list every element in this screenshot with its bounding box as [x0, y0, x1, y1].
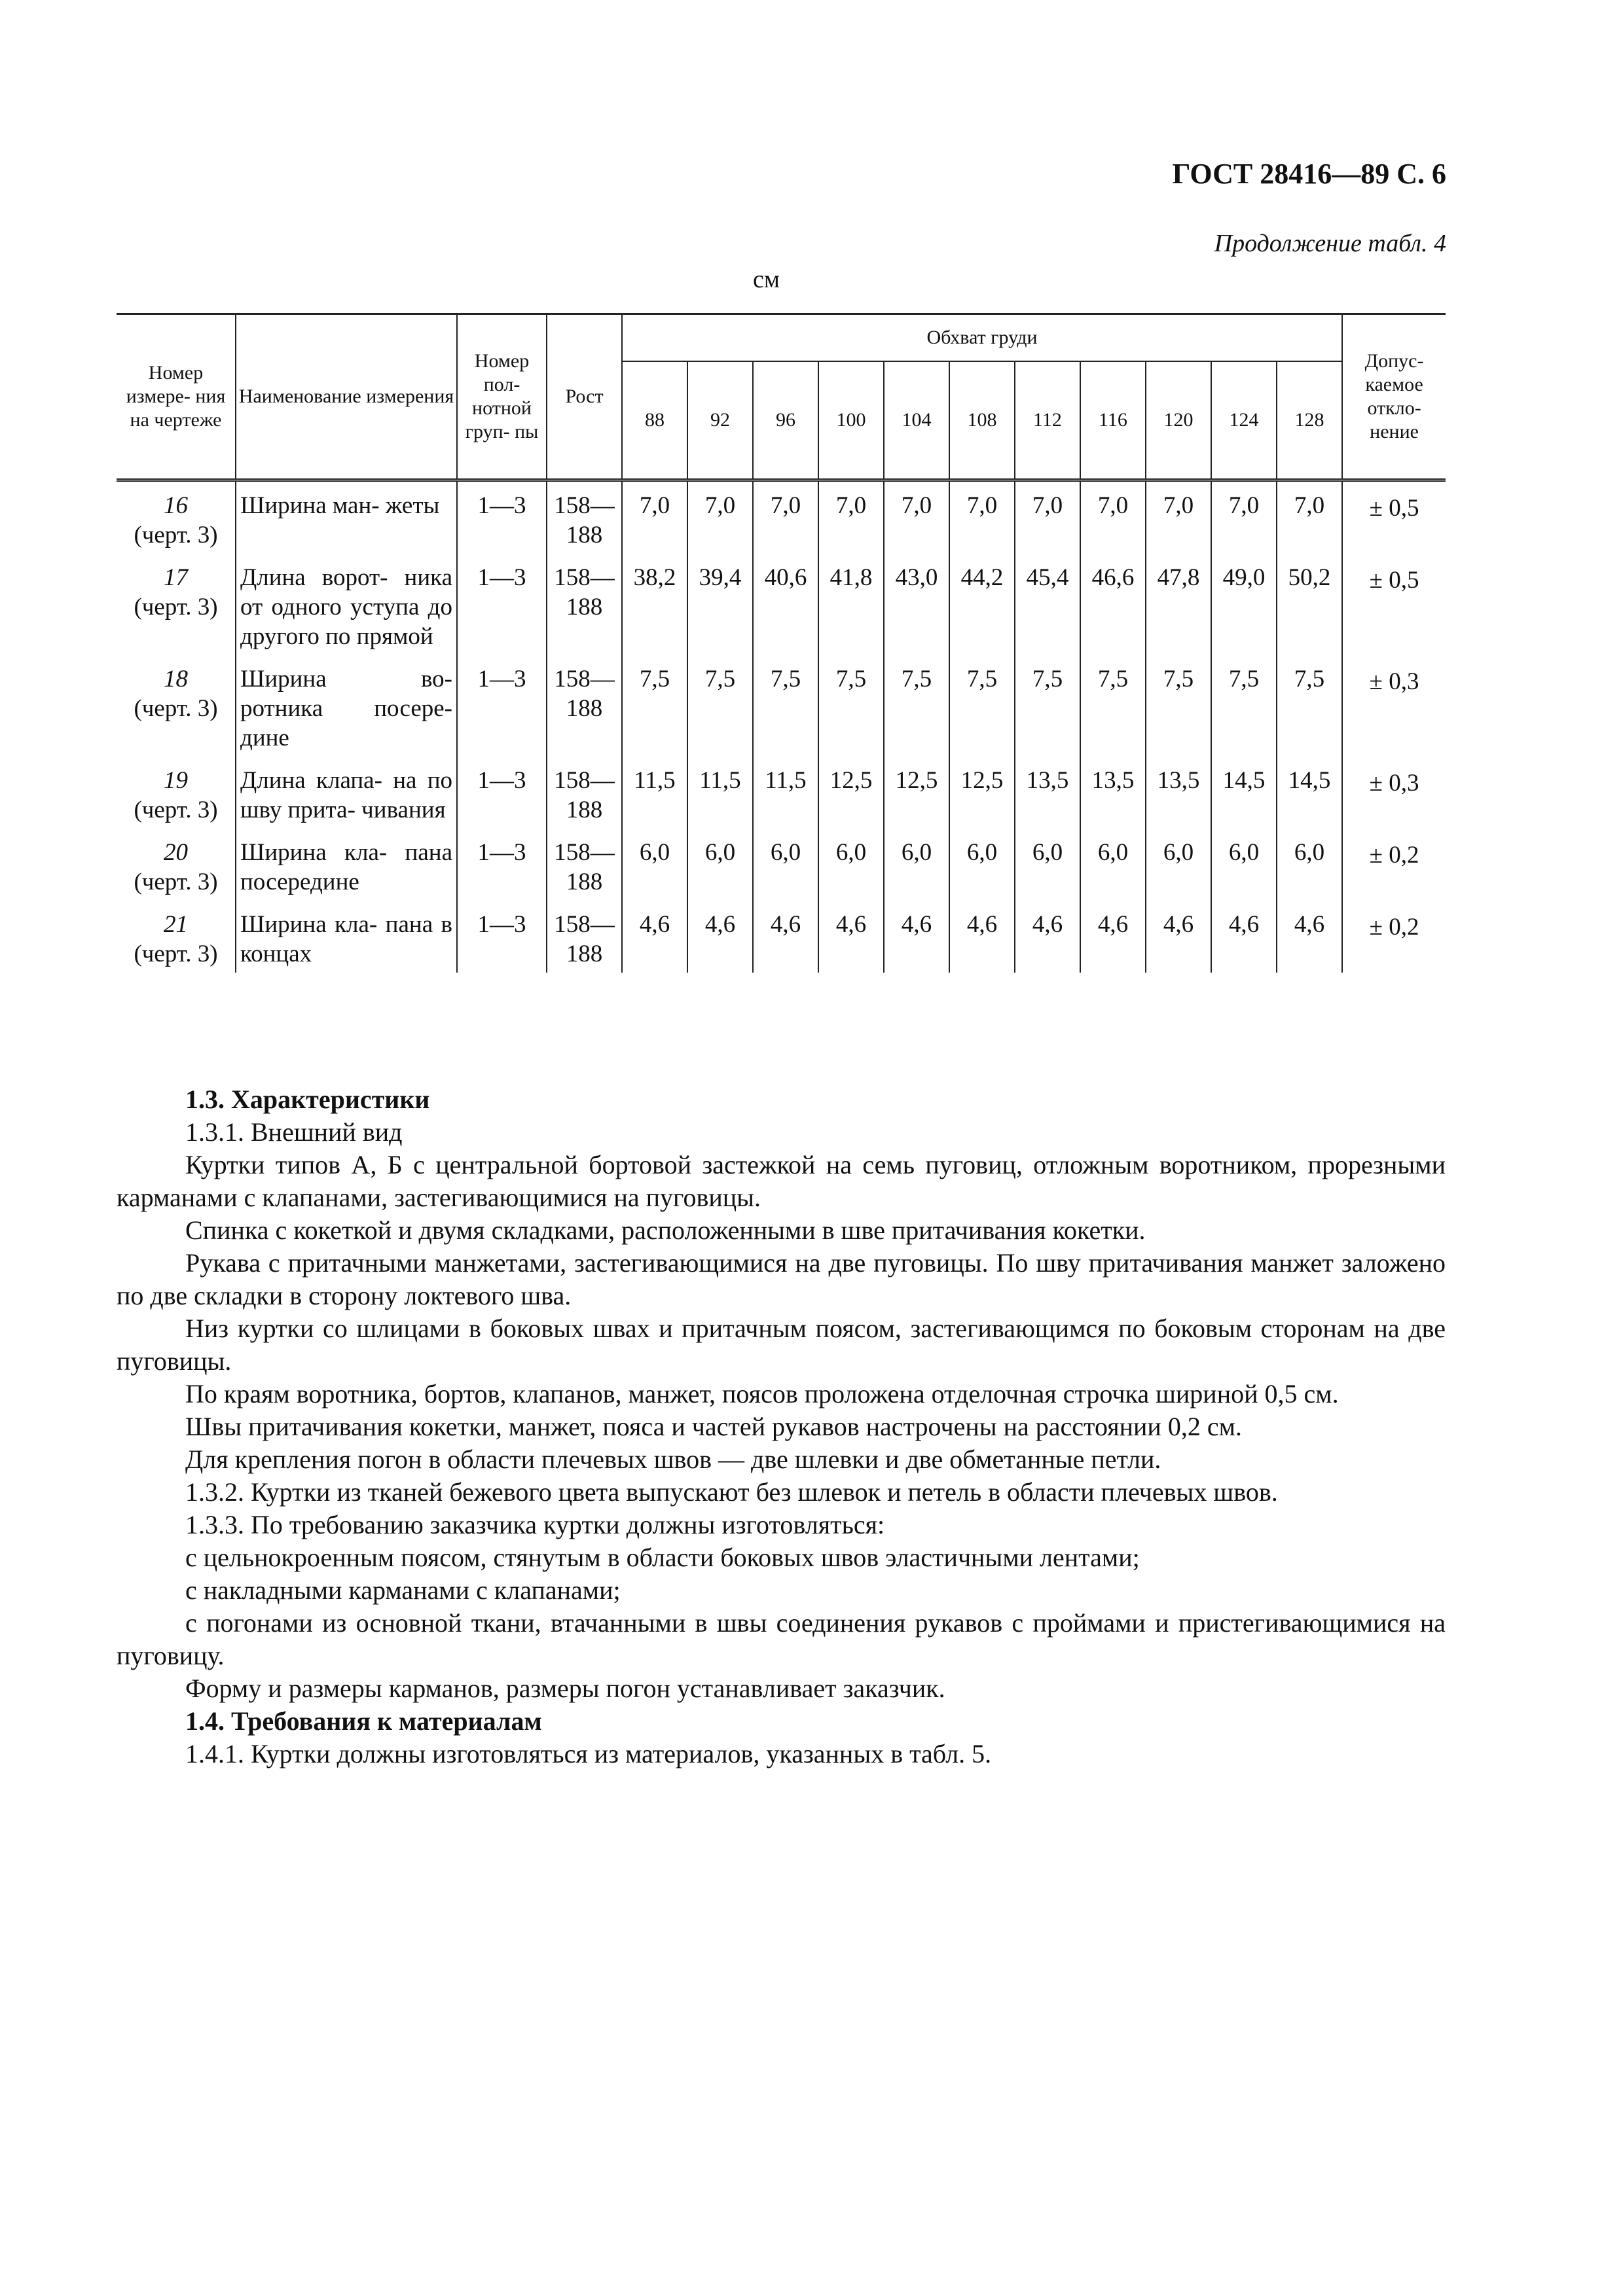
measure-number: 21 [164, 911, 188, 938]
size-value: 7,5 [1015, 655, 1080, 757]
size-value: 13,5 [1146, 757, 1211, 829]
tolerance-value: ± 0,3 [1342, 655, 1446, 757]
table-row [117, 829, 1446, 901]
header-tolerance: Допус- каемое откло- нение [1342, 314, 1446, 480]
measure-number-cell [117, 829, 236, 901]
measure-number-cell [117, 757, 236, 829]
size-value: 6,0 [949, 829, 1015, 901]
size-value: 13,5 [1015, 757, 1080, 829]
size-value: 4,6 [687, 901, 753, 973]
size-value: 11,5 [687, 757, 753, 829]
size-value: 7,0 [622, 480, 687, 554]
size-value: 7,0 [687, 480, 753, 554]
group-range: 1—3 [457, 480, 547, 554]
table-row [117, 554, 1446, 655]
header-size: 100 [818, 361, 884, 480]
tolerance-value: ± 0,3 [1342, 757, 1446, 829]
measure-number-cell [117, 655, 236, 757]
header-size: 92 [687, 361, 753, 480]
measure-name: Длина ворот- ника от одного уступа до другого по прямой [236, 554, 457, 655]
paragraph: Форму и размеры карманов, размеры погон устанавливает заказчик. [185, 1674, 945, 1703]
size-value: 7,0 [884, 480, 949, 554]
header-size: 120 [1146, 361, 1211, 480]
header-group-number: Номер пол- нотной груп- пы [457, 314, 547, 480]
size-value: 4,6 [753, 901, 818, 973]
size-value: 6,0 [1080, 829, 1146, 901]
measure-number-cell [117, 901, 236, 973]
size-value: 7,5 [1146, 655, 1211, 757]
table-continuation-label: Продолжение табл. 4 [1214, 230, 1446, 257]
paragraph: с цельнокроенным поясом, стянутым в области боковых швов эластичными лентами; [185, 1543, 1140, 1572]
drawing-reference: (черт. 3) [134, 797, 218, 823]
tolerance-value: ± 0,5 [1342, 480, 1446, 554]
paragraph: 1.3.2. Куртки из тканей бежевого цвета выпускают без шлевок и петель в области плечевых швов. [185, 1477, 1278, 1507]
size-value: 7,5 [949, 655, 1015, 757]
size-value: 40,6 [753, 554, 818, 655]
table-row [117, 480, 1446, 554]
size-value: 7,5 [1080, 655, 1146, 757]
document-id: ГОСТ 28416—89 С. 6 [1172, 158, 1446, 190]
body-text [117, 1083, 1446, 1770]
measure-name: Длина клапа- на по шву прита- чивания [236, 757, 457, 829]
size-value: 7,5 [753, 655, 818, 757]
table-units: см [753, 266, 780, 293]
measure-number: 17 [164, 564, 188, 591]
measure-number-cell [117, 480, 236, 554]
header-size: 116 [1080, 361, 1146, 480]
size-value: 4,6 [949, 901, 1015, 973]
size-value: 6,0 [884, 829, 949, 901]
size-value: 12,5 [949, 757, 1015, 829]
size-value: 7,0 [1211, 480, 1277, 554]
size-value: 7,5 [818, 655, 884, 757]
measure-number: 16 [164, 492, 188, 519]
size-value: 4,6 [884, 901, 949, 973]
size-value: 41,8 [818, 554, 884, 655]
measure-number: 20 [164, 839, 188, 866]
size-value: 6,0 [1277, 829, 1342, 901]
height-range: 158— 188 [547, 554, 622, 655]
size-value: 4,6 [1277, 901, 1342, 973]
size-value: 6,0 [1015, 829, 1080, 901]
size-value: 7,0 [818, 480, 884, 554]
header-size: 112 [1015, 361, 1080, 480]
size-value: 39,4 [687, 554, 753, 655]
size-value: 47,8 [1146, 554, 1211, 655]
header-size: 88 [622, 361, 687, 480]
header-size: 104 [884, 361, 949, 480]
size-value: 6,0 [1211, 829, 1277, 901]
height-range: 158— 188 [547, 480, 622, 554]
size-value: 4,6 [1015, 901, 1080, 973]
header-size: 96 [753, 361, 818, 480]
paragraph: 1.4.1. Куртки должны изготовляться из материалов, указанных в табл. 5. [185, 1739, 992, 1768]
measure-name: Ширина кла- пана посередине [236, 829, 457, 901]
measure-number: 18 [164, 666, 188, 692]
group-range: 1—3 [457, 829, 547, 901]
size-value: 7,0 [1015, 480, 1080, 554]
header-chest-girth: Обхват груди [622, 314, 1342, 362]
size-value: 11,5 [753, 757, 818, 829]
tolerance-value: ± 0,2 [1342, 829, 1446, 901]
table-row [117, 757, 1446, 829]
paragraph: Швы притачивания кокетки, манжет, пояса и частей рукавов настрочены на расстоянии 0,2 см. [185, 1412, 1242, 1441]
size-value: 7,5 [1277, 655, 1342, 757]
size-value: 43,0 [884, 554, 949, 655]
drawing-reference: (черт. 3) [134, 594, 218, 620]
subsection-heading: 1.3.1. Внешний вид [185, 1117, 403, 1147]
size-value: 7,0 [1146, 480, 1211, 554]
size-value: 7,0 [753, 480, 818, 554]
paragraph: Рукава с притачными манжетами, застегивающимися на две пуговицы. По шву притачивания манжет заложено по две складки в сторону локтевого шва. [117, 1248, 1446, 1310]
size-value: 4,6 [818, 901, 884, 973]
size-value: 50,2 [1277, 554, 1342, 655]
measure-name: Ширина ман- жеты [236, 480, 457, 554]
size-value: 7,5 [622, 655, 687, 757]
size-value: 6,0 [622, 829, 687, 901]
size-value: 38,2 [622, 554, 687, 655]
group-range: 1—3 [457, 554, 547, 655]
table-body [117, 480, 1446, 973]
header-size: 128 [1277, 361, 1342, 480]
table-row [117, 655, 1446, 757]
measure-name: Ширина во- ротника посере- дине [236, 655, 457, 757]
size-value: 12,5 [818, 757, 884, 829]
size-value: 46,6 [1080, 554, 1146, 655]
size-value: 13,5 [1080, 757, 1146, 829]
drawing-reference: (черт. 3) [134, 522, 218, 548]
measure-number-cell [117, 554, 236, 655]
header-measure-name: Наименование измерения [236, 314, 457, 480]
size-value: 4,6 [622, 901, 687, 973]
size-value: 44,2 [949, 554, 1015, 655]
paragraph: 1.3.3. По требованию заказчика куртки должны изготовляться: [185, 1510, 885, 1539]
header-size: 108 [949, 361, 1015, 480]
size-value: 6,0 [687, 829, 753, 901]
size-value: 7,5 [1211, 655, 1277, 757]
size-value: 7,0 [1080, 480, 1146, 554]
height-range: 158— 188 [547, 901, 622, 973]
size-value: 4,6 [1211, 901, 1277, 973]
size-value: 7,5 [687, 655, 753, 757]
paragraph: с накладными карманами с клапанами; [185, 1575, 621, 1605]
section-heading: 1.4. Требования к материалам [185, 1706, 542, 1736]
header-height: Рост [547, 314, 622, 480]
table-row [117, 901, 1446, 973]
paragraph: Для крепления погон в области плечевых швов — две шлевки и две обметанные петли. [185, 1444, 1161, 1474]
measure-name: Ширина кла- пана в концах [236, 901, 457, 973]
size-value: 14,5 [1277, 757, 1342, 829]
size-value: 14,5 [1211, 757, 1277, 829]
section-heading: 1.3. Характеристики [185, 1085, 430, 1114]
group-range: 1—3 [457, 655, 547, 757]
size-value: 7,0 [949, 480, 1015, 554]
drawing-reference: (черт. 3) [134, 695, 218, 722]
drawing-reference: (черт. 3) [134, 869, 218, 895]
size-value: 11,5 [622, 757, 687, 829]
group-range: 1—3 [457, 901, 547, 973]
size-value: 6,0 [818, 829, 884, 901]
size-value: 7,5 [884, 655, 949, 757]
height-range: 158— 188 [547, 829, 622, 901]
header-size: 124 [1211, 361, 1277, 480]
size-value: 6,0 [753, 829, 818, 901]
measurements-table [117, 313, 1446, 973]
paragraph: Куртки типов А, Б с центральной бортовой застежкой на семь пуговиц, отложным воротником, прорезными карманами с клапанами, застегивающимися на пуговицы. [117, 1150, 1446, 1212]
measure-number: 19 [164, 767, 188, 794]
paragraph: Низ куртки со шлицами в боковых швах и притачным поясом, застегивающимся по боковым сторонам на две пуговицы. [117, 1314, 1446, 1376]
paragraph: Спинка с кокеткой и двумя складками, расположенными в шве притачивания кокетки. [185, 1215, 1146, 1245]
size-value: 4,6 [1080, 901, 1146, 973]
height-range: 158— 188 [547, 655, 622, 757]
paragraph: с погонами из основной ткани, втачанными в швы соединения рукавов с проймами и пристегивающимися на пуговицу. [117, 1608, 1446, 1670]
group-range: 1—3 [457, 757, 547, 829]
size-value: 7,0 [1277, 480, 1342, 554]
paragraph: По краям воротника, бортов, клапанов, манжет, поясов проложена отделочная строчка шириной 0,5 см. [185, 1379, 1339, 1408]
tolerance-value: ± 0,5 [1342, 554, 1446, 655]
header-measure-number: Номер измере- ния на чертеже [117, 314, 236, 480]
drawing-reference: (черт. 3) [134, 941, 218, 967]
size-value: 45,4 [1015, 554, 1080, 655]
height-range: 158— 188 [547, 757, 622, 829]
tolerance-value: ± 0,2 [1342, 901, 1446, 973]
size-value: 6,0 [1146, 829, 1211, 901]
size-value: 4,6 [1146, 901, 1211, 973]
size-value: 12,5 [884, 757, 949, 829]
size-value: 49,0 [1211, 554, 1277, 655]
